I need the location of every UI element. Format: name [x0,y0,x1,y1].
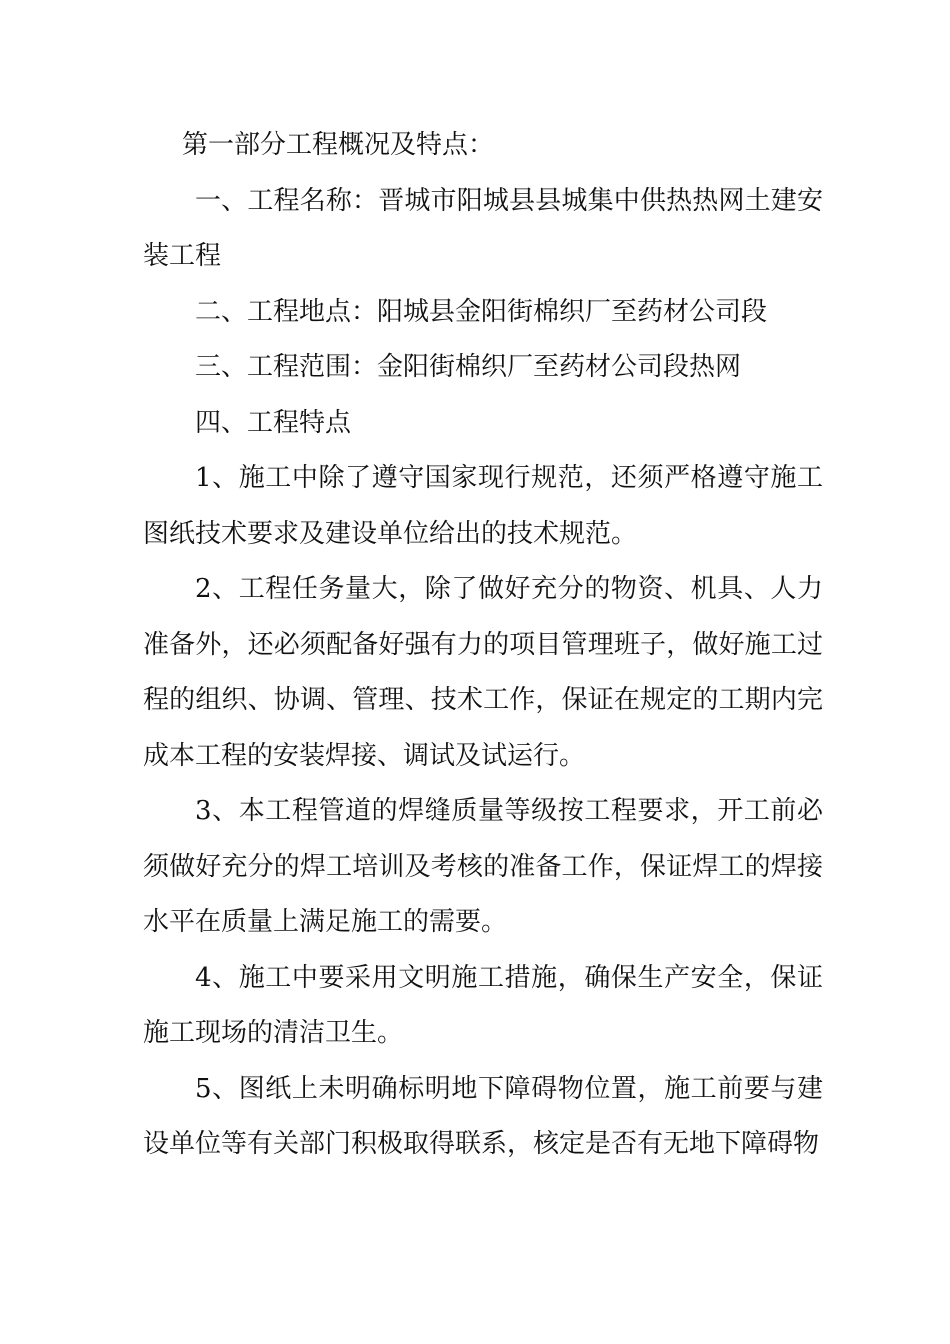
document-body [143,118,823,1173]
paragraph-feature-1: 1、施工中除了遵守国家现行规范，还须严格遵守施工图纸技术要求及建设单位给出的技术规范。 [143,463,823,549]
paragraph-project-scope: 三、工程范围：金阳街棉织厂至药材公司段热网 [195,352,742,382]
paragraph-project-features-heading: 四、工程特点 [195,407,352,438]
paragraph-feature-2: 2、工程任务量大，除了做好充分的物资、机具、人力准备外，还必须配备好强有力的项目管理班子，做好施工过程的组织、协调、管理、技术工作，保证在规定的工期内完成本工程的安装焊接、调试及试运行。 [143,574,823,771]
paragraph-feature-4: 4、施工中要采用文明施工措施，确保生产安全，保证施工现场的清洁卫生。 [143,962,823,1048]
paragraph-project-location: 二、工程地点：阳城县金阳街棉织厂至药材公司段 [195,296,768,327]
paragraph-feature-5: 5、图纸上未明确标明地下障碍物位置，施工前要与建设单位等有关部门积极取得联系，核定是否有无地下障碍物 [143,1073,823,1159]
paragraph-project-name: 一、工程名称：晋城市阳城县县城集中供热热网土建安装工程 [143,185,823,271]
section-title: 第一部分工程概况及特点： [182,130,495,160]
paragraph-feature-3: 3、本工程管道的焊缝质量等级按工程要求，开工前必须做好充分的焊工培训及考核的准备工作，保证焊工的焊接水平在质量上满足施工的需要。 [143,796,823,937]
